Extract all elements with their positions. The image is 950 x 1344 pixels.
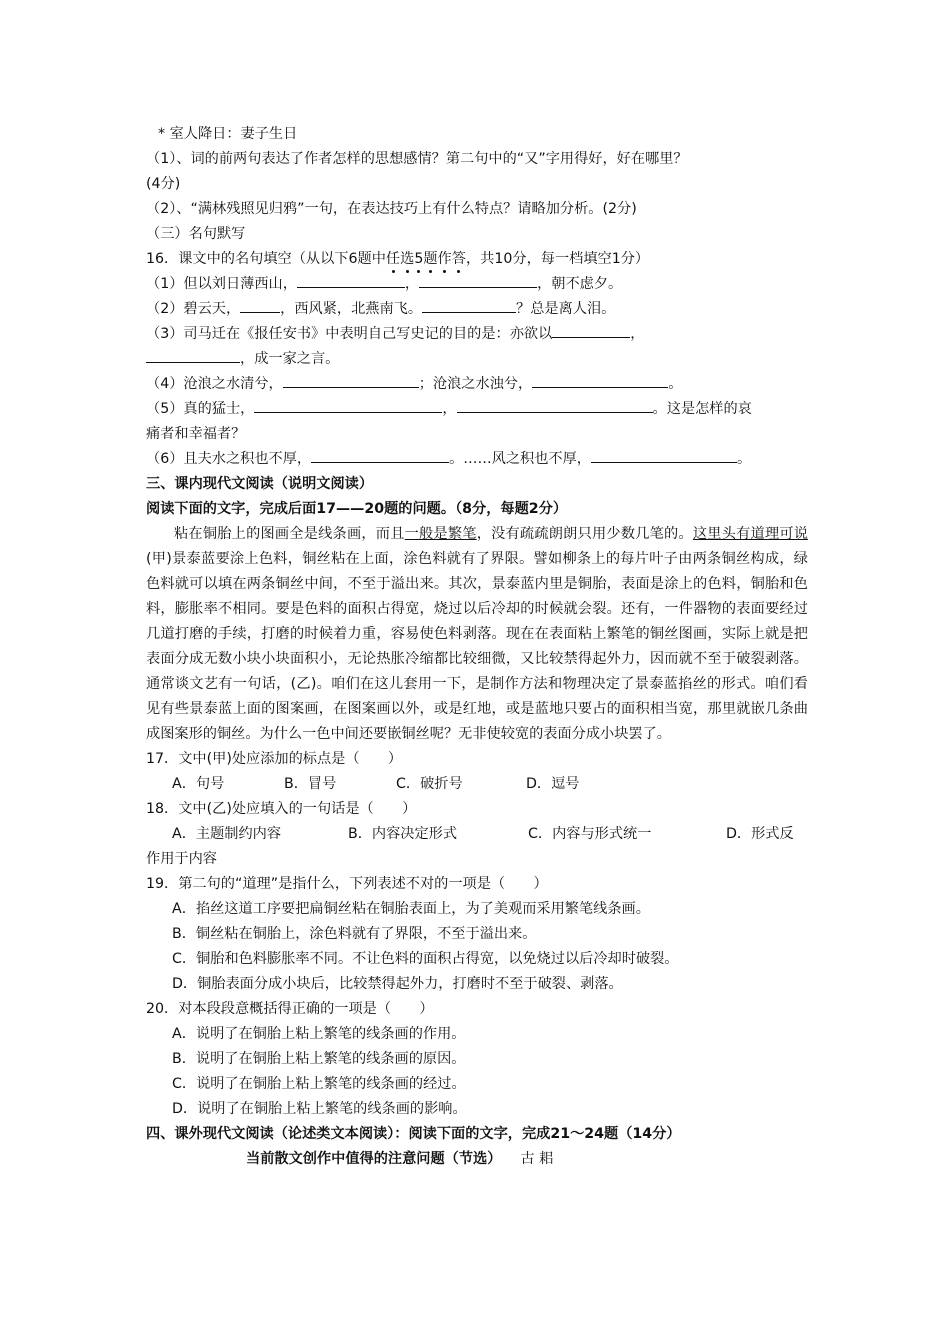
section-4-heading: 四、课外现代文阅读（论述类文本阅读）：阅读下面的文字，完成21～24题（14分） — [146, 1126, 681, 1142]
q15-part1-score: (4分) — [146, 176, 181, 192]
underlined-phrase: 一般是繁笔 — [404, 526, 477, 542]
option[interactable]: D．铜胎表面分成小块后，比较禁得起外力，打磨时不至于破裂、剥落。 — [172, 976, 623, 992]
option[interactable]: A．句号 — [172, 776, 225, 792]
option[interactable]: A．说明了在铜胎上粘上繁笔的线条画的作用。 — [172, 1026, 466, 1042]
answer-blank[interactable] — [422, 298, 516, 313]
section-3-instruction: 阅读下面的文字，完成后面17——20题的问题。（8分，每题2分） — [146, 501, 568, 517]
answer-blank[interactable] — [419, 273, 537, 288]
section-3-heading: 三、课内现代文阅读（说明文阅读） — [146, 476, 374, 492]
q16-item-6: （6）且夫水之积也不厚， 。……风之积也不厚， 。 — [146, 447, 808, 472]
option[interactable]: A．掐丝这道工序要把扁铜丝粘在铜胎表面上，为了美观而采用繁笔线条画。 — [172, 901, 650, 917]
option[interactable]: C．内容与形式统一 — [528, 826, 652, 842]
option[interactable]: D．形式反 — [726, 826, 794, 842]
emphasis-char: 5 — [414, 251, 424, 267]
option[interactable]: B．铜丝粘在铜胎上，涂色料就有了界限，不至于溢出来。 — [172, 926, 537, 942]
option[interactable]: C．说明了在铜胎上粘上繁笔的线条画的经过。 — [172, 1076, 466, 1092]
answer-blank[interactable] — [532, 373, 668, 388]
q16-item-2: （2）碧云天， ，西风紧，北燕南飞。 ？总是离人泪。 — [146, 297, 808, 322]
q16-item-1: （1）但以刘日薄西山， ， ，朝不虑夕。 — [146, 272, 808, 297]
answer-blank[interactable] — [457, 398, 653, 413]
answer-blank[interactable] — [283, 373, 419, 388]
q19-stem: 19．第二句的“道理”是指什么，下列表述不对的一项是（ ） — [146, 876, 548, 892]
q18-options — [146, 822, 808, 847]
answer-blank[interactable] — [146, 348, 240, 363]
article-title: 当前散文创作中值得的注意问题（节选） — [246, 1151, 502, 1167]
article-author: 古 耜 — [520, 1151, 554, 1167]
q17-options — [146, 772, 808, 797]
q15-part1: （1）、词的前两句表达了作者怎样的思想感情？第二句中的“又”字用得好，好在哪里？ — [146, 151, 688, 167]
option[interactable]: C．铜胎和色料膨胀率不同。不让色料的面积占得宽，以免烧过以后冷却时破裂。 — [172, 951, 679, 967]
section-recitation-heading: （三）名句默写 — [146, 226, 246, 242]
q20-stem: 20．对本段段意概括得正确的一项是（ ） — [146, 1001, 434, 1017]
answer-blank[interactable] — [311, 448, 449, 463]
option[interactable]: A．主题制约内容 — [172, 826, 282, 842]
exam-page — [146, 122, 808, 1172]
q15-part2: （2）、“满林残照见归鸦”一句，在表达技巧上有什么特点？请略加分析。(2分) — [146, 201, 637, 217]
emphasis-char: 题 — [423, 251, 438, 267]
option[interactable]: D．说明了在铜胎上粘上繁笔的线条画的影响。 — [172, 1101, 467, 1117]
emphasis-char: 任 — [385, 251, 401, 267]
q16-item-5-cont: 痛者和幸福者？ — [146, 426, 246, 442]
emphasis-char: 答 — [451, 251, 466, 267]
q17-stem: 17．文中(甲)处应添加的标点是（ ） — [146, 751, 403, 767]
footnote: * 室人降日：妻子生日 — [158, 126, 298, 142]
q16-item-3-cont: ，成一家之言。 — [146, 347, 808, 372]
q16-instruction: 16．课文中的名句填空（从以下6题中任选5题作答，共10分，每一档填空1分） — [146, 251, 650, 267]
q16-item-5: （5）真的猛士， ， 。这是怎样的哀 — [146, 397, 808, 422]
option[interactable]: C．破折号 — [396, 776, 463, 792]
option[interactable]: B．内容决定形式 — [348, 826, 458, 842]
option[interactable]: B．冒号 — [284, 776, 337, 792]
article-title-line — [146, 1147, 808, 1172]
emphasis-char: 作 — [437, 251, 452, 267]
q18-stem: 18．文中(乙)处应填入的一句话是（ ） — [146, 801, 417, 817]
reading-passage: 粘在铜胎上的图画全是线条画，而且一般是繁笔，没有疏疏朗朗只用少数几笔的。这里头有道理可说(甲)景泰蓝要涂上色料，铜丝粘在上面，涂色料就有了界限。譬如柳条上的每片叶子由两条铜丝构成，绿色料就可以填在两条铜丝中间，不至于溢出来。其次，景泰蓝内里是铜胎，表面是涂上的色料，铜胎和色料，膨胀率不相同。要是色料的面积占得宽，烧过以后冷却的时候就会裂。还有，一件器物的表面要经过几道打磨的手续，打磨的时候着力重，容易使色料剥落。现在在表面粘上繁笔的铜丝图画，实际上就是把表面分成无数小块小块面积小，无论热胀冷缩都比较细微，又比较禁得起外力，因而就不至于破裂剥落。通常谈文艺有一句话，(乙)。咱们在这儿套用一下，是制作方法和物理决定了景泰蓝掐丝的形式。咱们看见有些景泰蓝上面的图案画，在图案画以外，或是红地，或是蓝地只要占的面积相当宽，那里就嵌几条曲成图案形的铜丝。为什么一色中间还要嵌铜丝呢？无非使较宽的表面分成小块罢了。 — [146, 526, 808, 742]
emphasis-char: 选 — [400, 251, 415, 267]
answer-blank[interactable] — [552, 323, 630, 338]
underlined-phrase: 这里头有道理可说 — [692, 526, 808, 542]
q18-option-d-cont: 作用于内容 — [146, 851, 217, 867]
answer-blank[interactable] — [254, 398, 442, 413]
option[interactable]: B．说明了在铜胎上粘上繁笔的线条画的原因。 — [172, 1051, 466, 1067]
q16-item-4: （4）沧浪之水清兮， ；沧浪之水浊兮， 。 — [146, 372, 808, 397]
answer-blank[interactable] — [591, 448, 737, 463]
answer-blank[interactable] — [297, 273, 405, 288]
option[interactable]: D．逗号 — [526, 776, 580, 792]
answer-blank[interactable] — [240, 298, 280, 313]
q16-item-3: （3）司马迁在《报任安书》中表明自己写史记的目的是：亦欲以 ， — [146, 322, 808, 347]
